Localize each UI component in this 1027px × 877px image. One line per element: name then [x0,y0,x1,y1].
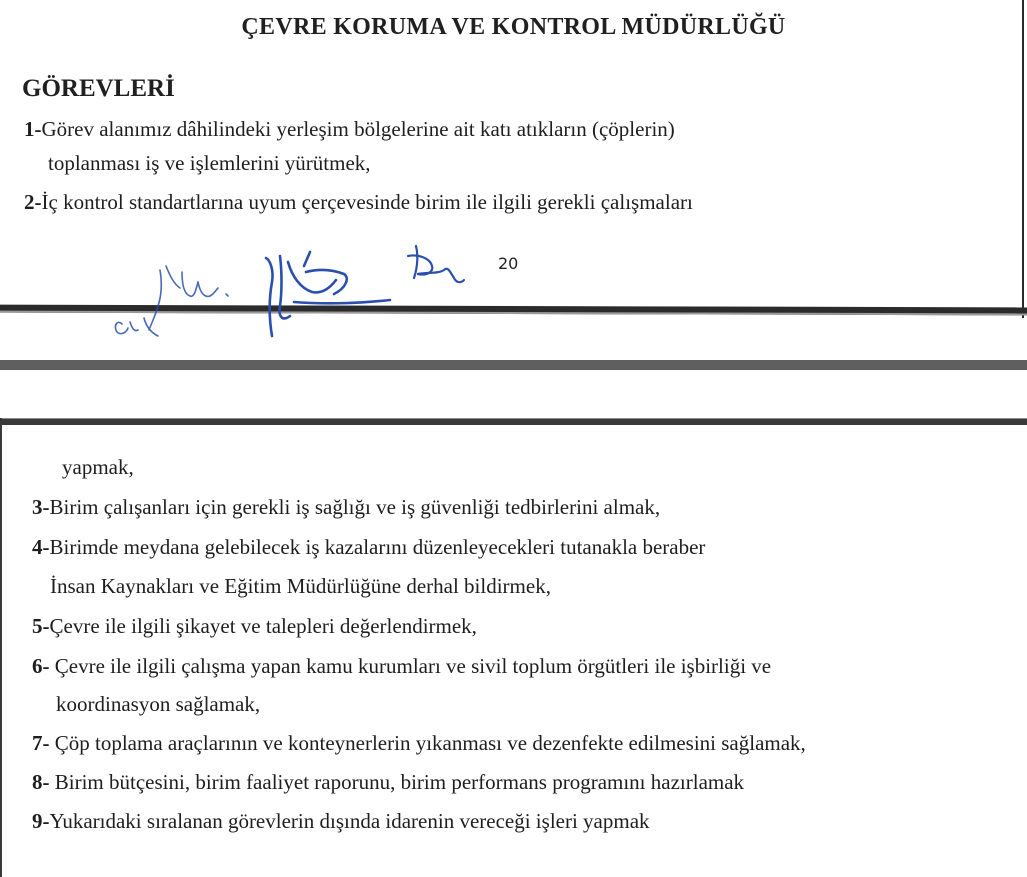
duty-number: 2- [24,190,42,214]
duty-text: Birimde meydana gelebilecek iş kazalarını düzenleyecekleri tutanakla beraber [49,535,706,559]
signatures [100,232,480,342]
duty-number: 9- [32,809,50,833]
duty-line [24,190,693,215]
duty-line [32,614,477,639]
duty-text: Birim çalışanları için gerekli iş sağlığı ve iş güvenliği tedbirlerini almak, [49,495,661,519]
duty-text: Birim bütçesini, birim faaliyet raporunu, birim performans programını hazırlamak [49,770,745,794]
duty-text: koordinasyon sağlamak, [56,692,261,716]
duty-text: İç kontrol standartlarına uyum çerçevesinde birim ile ilgili gerekli çalışmaları [41,190,693,214]
page-border-right [1022,0,1024,318]
page-top-rule [0,418,1027,425]
duty-line [24,117,675,142]
duty-number: 6- [32,654,50,678]
duty-number: 3- [32,495,50,519]
section-heading: GÖREVLERİ [22,75,175,102]
duty-text: Yukarıdaki sıralanan görevlerin dışında idarenin vereceği işleri yapmak [49,809,650,833]
duty-text: Çöp toplama araçlarının ve konteynerlerin yıkanması ve dezenfekte edilmesini sağlamak, [49,731,806,755]
duty-text: İnsan Kaynakları ve Eğitim Müdürlüğüne derhal bildirmek, [50,574,551,598]
duty-number: 4- [32,535,50,559]
duty-line [32,654,771,679]
duty-line [32,770,744,795]
duty-line [32,495,660,520]
duty-line [48,151,371,176]
signature-3 [408,246,464,282]
duty-text: Çevre ile ilgili çalışma yapan kamu kurumları ve sivil toplum örgütleri ile işbirliği ve [49,654,772,678]
duty-line [62,455,134,480]
page-bottom [0,425,1027,877]
page-number: 20 [498,254,519,273]
duty-number: 5- [32,614,50,638]
duty-text: yapmak, [62,455,134,479]
duty-line [56,692,260,717]
duty-text: Çevre ile ilgili şikayet ve talepleri değerlendirmek, [49,614,477,638]
duty-text: toplanması iş ve işlemlerini yürütmek, [48,151,371,175]
duty-line [32,731,806,756]
duty-line [32,809,650,834]
document-title: ÇEVRE KORUMA VE KONTROL MÜDÜRLÜĞÜ [241,14,786,40]
signature-2 [266,252,390,336]
page-separator [0,360,1027,370]
signature-1 [115,266,228,336]
duty-number: 1- [24,117,42,141]
duty-number: 7- [32,731,50,755]
duty-number: 8- [32,770,50,794]
duty-text: Görev alanımız dâhilindeki yerleşim bölgelerine ait katı atıkların (çöplerin) [41,117,675,141]
duty-line [32,535,705,560]
duty-line [50,574,551,599]
